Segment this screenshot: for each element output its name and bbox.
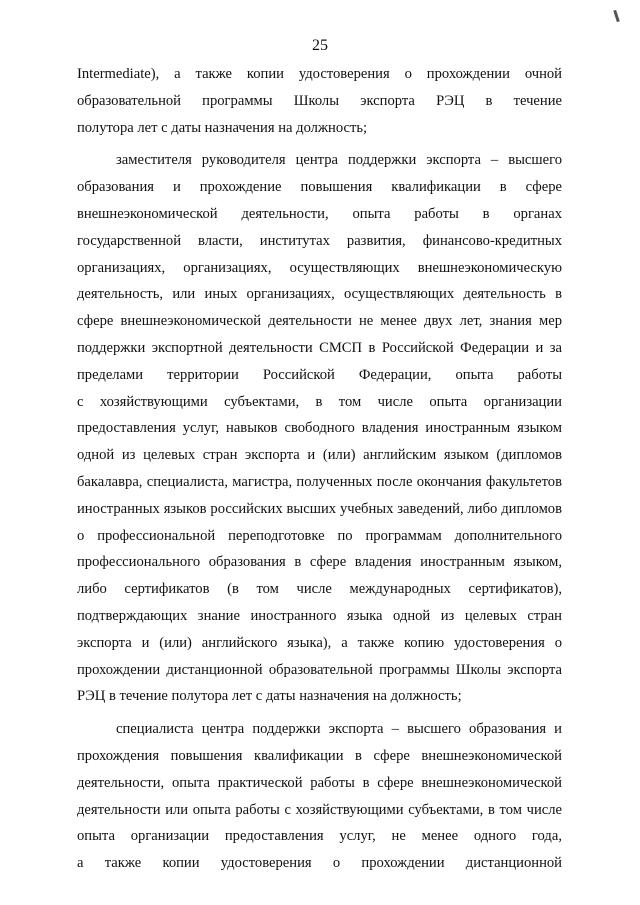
text-line: внешнеэкономической деятельности, опыта работы в органах [77, 205, 562, 222]
text-line: подтверждающих знание иностранного языка одной из целевых стран [77, 607, 562, 624]
text-line: поддержки экспортной деятельности СМСП в Российской Федерации и за [77, 339, 562, 356]
corner-mark [613, 10, 620, 22]
text-line: деятельности или опыта работы с хозяйствующими субъектами, в том числе [77, 801, 562, 818]
text-line: одной из целевых стран экспорта и (или) английским языком (дипломов [77, 447, 562, 464]
text-line: иностранных языков российских высших учебных заведений, либо дипломов [77, 500, 562, 517]
text-line: с хозяйствующими субъектами, в том числе опыта организации [77, 393, 562, 410]
text-line: РЭЦ в течение полутора лет с даты назначения на должность; [77, 688, 462, 705]
text-line: деятельность, или иных организациях, осуществляющих деятельность в [77, 286, 562, 303]
text-line: прохождении дистанционной образовательной программы Школы экспорта [77, 661, 562, 678]
text-line: организациях, организациях, осуществляющих внешнеэкономическую [77, 259, 562, 276]
text-line: Intermediate), а также копии удостоверения о прохождении очной [77, 66, 562, 82]
text-line: деятельности, опыта практической работы в сфере внешнеэкономической [77, 774, 562, 791]
text-line: заместителя руководителя центра поддержки экспорта – высшего [116, 152, 562, 169]
text-line: прохождения повышения квалификации в сфере внешнеэкономической [77, 747, 562, 764]
page-number: 25 [312, 37, 328, 54]
text-line: опыта организации предоставления услуг, не менее одного года, [77, 828, 562, 845]
text-line: о профессиональной переподготовке по программам дополнительного [77, 527, 562, 544]
text-line: государственной власти, институтах развития, финансово-кредитных [77, 232, 562, 249]
text-line: полутора лет с даты назначения на должность; [77, 119, 368, 136]
text-line: образовательной программы Школы экспорта РЭЦ в течение [77, 92, 562, 109]
text-line: экспорта и (или) английского языка), а также копию удостоверения о [77, 634, 562, 651]
document-body [77, 61, 562, 877]
text-line: специалиста центра поддержки экспорта – высшего образования и [116, 721, 562, 738]
text-line: образования и прохождение повышения квалификации в сфере [77, 179, 562, 196]
text-line: предоставления услуг, навыков свободного владения иностранным языком [77, 420, 562, 437]
text-line: пределами территории Российской Федерации, опыта работы [77, 366, 562, 383]
text-line: профессионального образования в сфере владения иностранным языком, [77, 554, 562, 571]
text-line: а также копии удостоверения о прохождении дистанционной [77, 855, 562, 872]
text-line: либо сертификатов (в том числе международных сертификатов), [77, 581, 562, 598]
text-line: сфере внешнеэкономической деятельности не менее двух лет, знания мер [77, 313, 562, 330]
text-line: бакалавра, специалиста, магистра, полученных после окончания факультетов [77, 473, 562, 490]
